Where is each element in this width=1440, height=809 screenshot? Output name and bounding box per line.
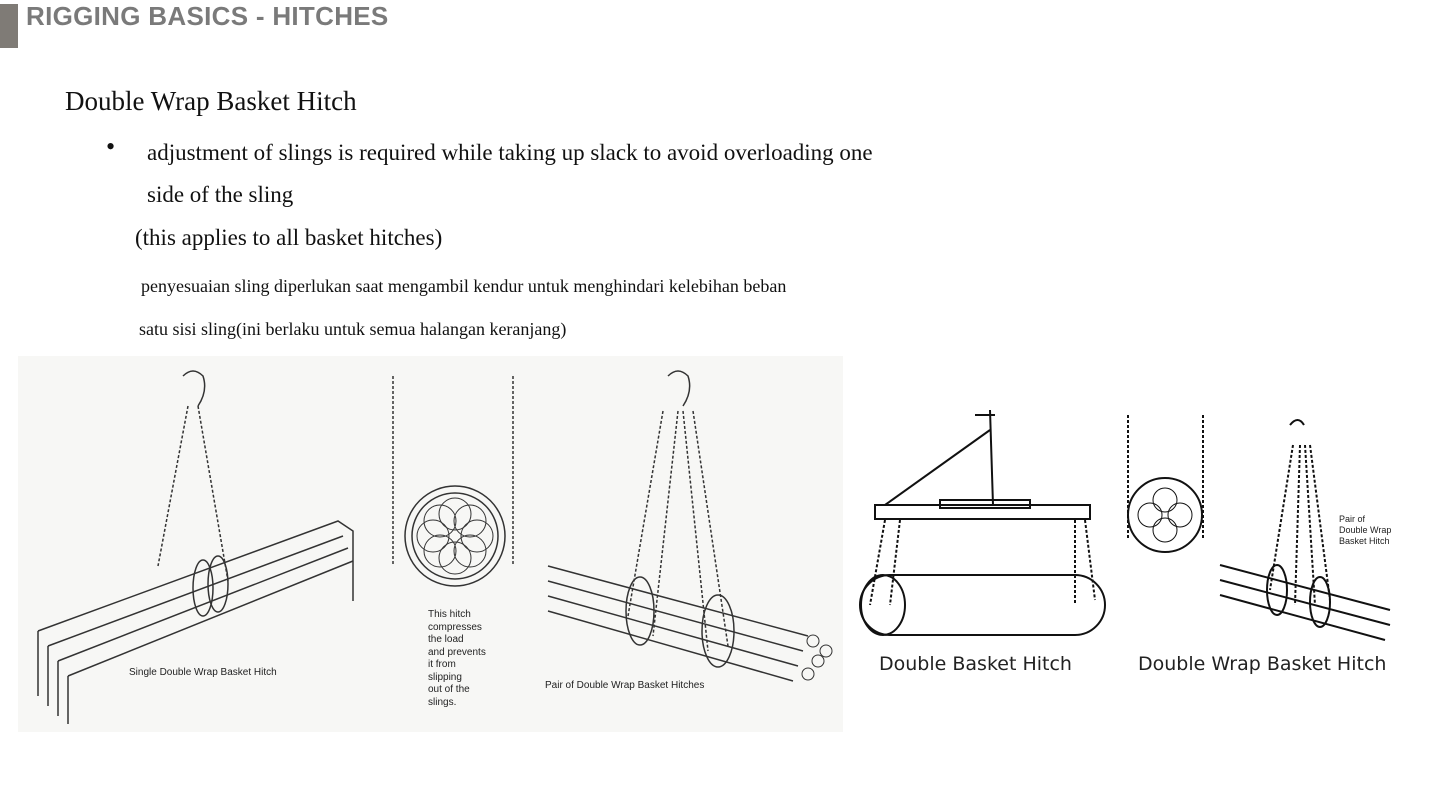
bullet-text-line1: adjustment of slings is required while taking up slack to avoid overloading one	[147, 140, 873, 165]
caption-pair-double-wrap: Pair of Double Wrap Basket Hitches	[545, 680, 705, 691]
caption-line: out of the	[428, 684, 470, 695]
hitch-illustration-right	[845, 370, 1415, 690]
caption-line: compresses	[428, 621, 482, 633]
hitch-drawings-right	[845, 370, 1415, 690]
caption-line: slings.	[428, 696, 457, 708]
caption-line: the load	[428, 634, 464, 645]
translation-line2: satu sisi sling(ini berlaku untuk semua halangan keranjang)	[139, 319, 567, 339]
note-text: (this applies to all basket hitches)	[135, 225, 443, 250]
section-heading: Double Wrap Basket Hitch	[65, 86, 357, 116]
caption-line: and prevents	[428, 646, 486, 658]
label-pair-double-wrap	[1339, 514, 1391, 547]
translation-line1: penyesuaian sling diperlukan saat mengambil kendur untuk menghindari kelebihan beban	[141, 276, 787, 296]
caption-line: slipping	[428, 671, 462, 683]
bullet-icon: •	[106, 132, 116, 161]
label-line: Double Wrap	[1339, 525, 1392, 535]
caption-double-wrap-basket-hitch: Double Wrap Basket Hitch	[1138, 653, 1387, 675]
caption-single-double-wrap: Single Double Wrap Basket Hitch	[129, 667, 277, 678]
bullet-text-line2: side of the sling	[147, 182, 294, 207]
caption-compress-note	[428, 609, 486, 709]
caption-double-basket-hitch: Double Basket Hitch	[879, 653, 1072, 675]
hitch-illustration-left	[18, 356, 843, 732]
caption-line: it from	[428, 659, 456, 670]
caption-line: This hitch	[428, 609, 471, 620]
label-line: Pair of	[1339, 514, 1366, 524]
label-line: Basket Hitch	[1339, 536, 1390, 546]
slide-title: RIGGING BASICS - HITCHES	[26, 1, 389, 31]
title-accent-bar	[0, 4, 18, 48]
